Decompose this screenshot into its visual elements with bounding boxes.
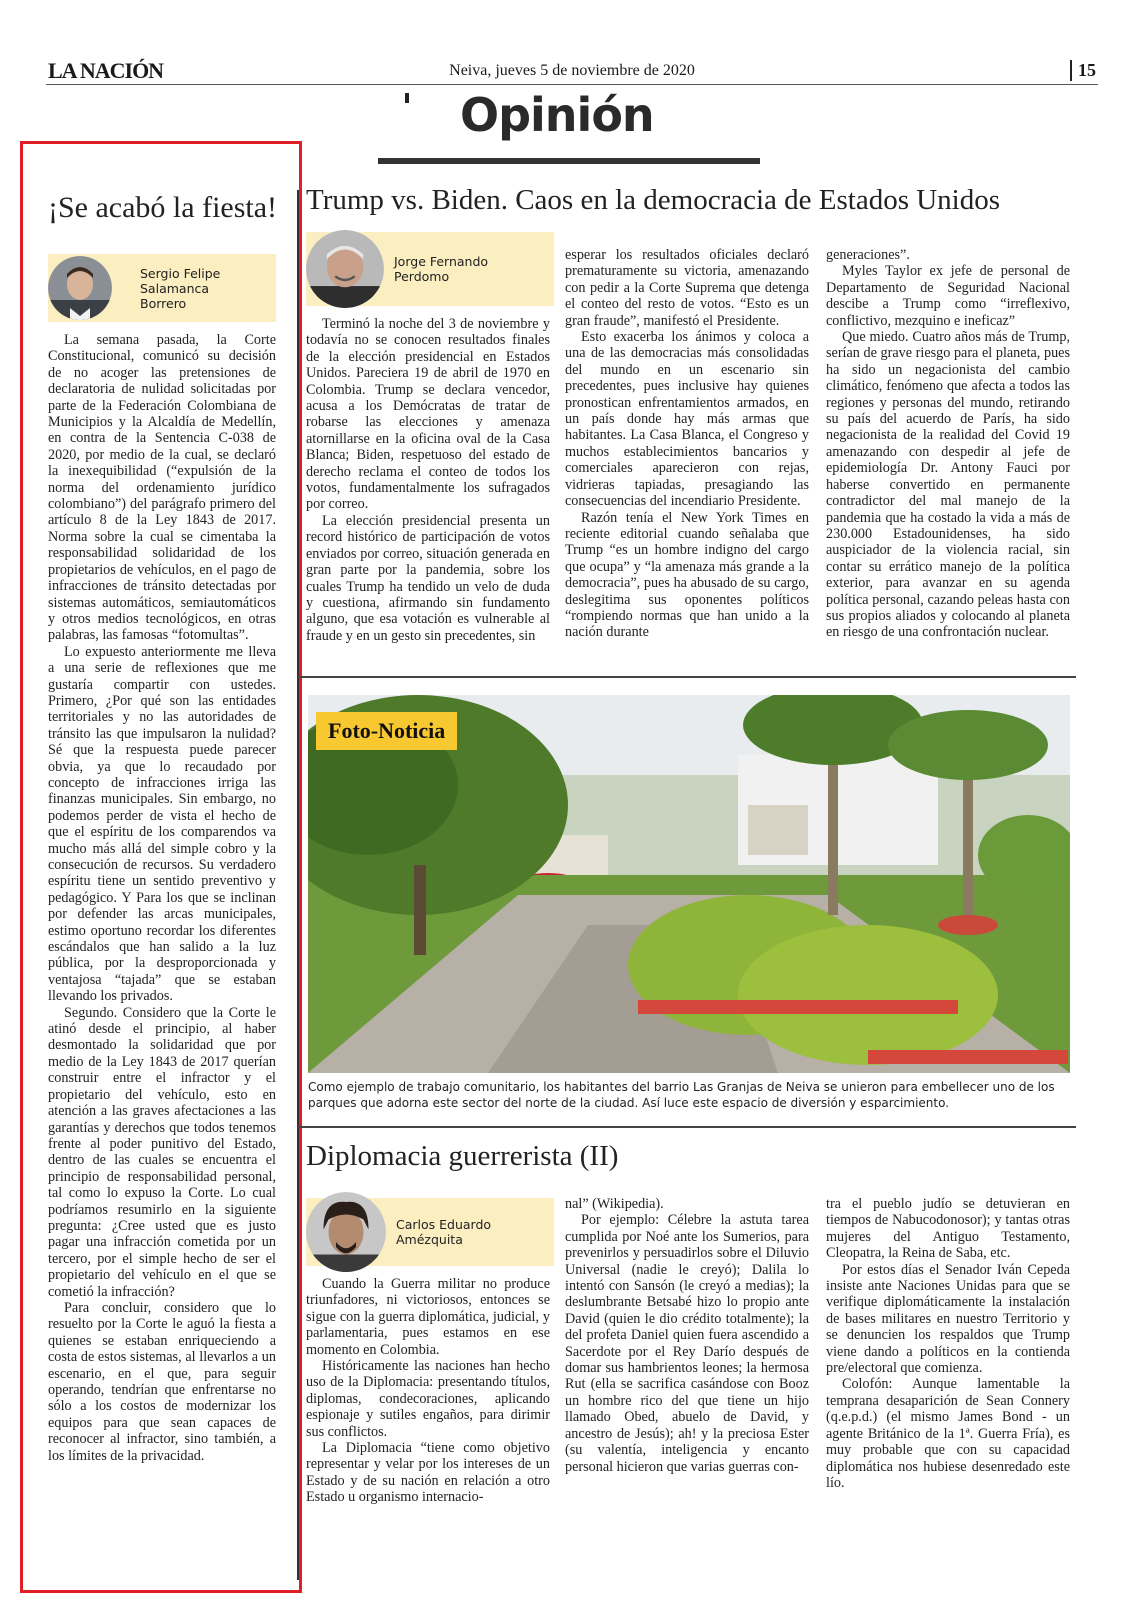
paragraph: Cuando la Guerra militar no produce triunfadores, ni victoriosos, entonces se sigue con la guerra diplomática, judicial, y parlamentaria, pues estamos en ese momento en Colombia.: [306, 1276, 550, 1358]
paragraph: Lo expuesto anteriormente me lleva a una serie de reflexiones que me gustaría compartir con ustedes. Primero, ¿Por qué son las entidades territoriales y no las autoridades de tránsito las que impulsaron la nulidad? Sé que la respuesta puede parecer obvia, ya que lo recaudado por concepto de infracciones irriga las finanzas municipales. Sin embargo, no podemos perder de vista el hecho de que el espíritu de los comparendos va mucho más allá del simple cobro y la consecución de recursos. Su verdadero espíritu tiene un sentido preventivo y pedagógico. Y Para los que se inclinan por defender las arcas municipales, estimo oportuno recordar los diferentes escándalos que han salido a la luz pública, por la desproporcionada y ventajosa “tajada” que se estaban llevando los privados.: [48, 643, 276, 1005]
left-article-body: [48, 332, 276, 1464]
left-article-title: ¡Se acabó la fiesta!: [48, 191, 278, 224]
section-tick-mark: [405, 93, 409, 103]
paragraph: Esto exacerba los ánimos y coloca a una de las democracias más consolidadas del mundo en un escenario sin precedentes, pues inclusive hay quienes pronostican enfrentamientos armados, en un país donde hay más armas que habitantes. La Casa Blanca, el Congreso y muchos establecimientos bancarios y comerciales aparecieron con rejas, vidrieras tapiadas, presagiando las consecuencias del incendiario Presidente.: [565, 329, 809, 510]
paragraph: generaciones”.: [826, 247, 910, 263]
paragraph: nal” (Wikipedia).: [565, 1196, 664, 1212]
paragraph: Para concluir, considero que lo resuelto por la Corte le aguó la fiesta a quienes se estaban enriqueciendo a costa de estos sistemas, al llevarlos a un escenario, en el que, para seguir operando, tendrían que enfrentarse no sólo a los costos de modernizar los equipos para que sean capaces de reconocer al infractor, sino también, a los límites de la privacidad.: [48, 1299, 276, 1464]
diplomacia-col-1: [306, 1276, 550, 1506]
newspaper-logo: LA NACIÓN: [48, 58, 164, 83]
trump-author-box: [306, 232, 554, 306]
diplomacia-col-2: [565, 1196, 809, 1475]
paragraph: Históricamente las naciones han hecho uso de la Diplomacia: presentando títulos, diplomas, condecoraciones, aplicando espionaje y sutiles engaños, para dirimir sus conflictos.: [306, 1358, 550, 1440]
diplomacia-col-3: [826, 1196, 1070, 1491]
paragraph: Myles Taylor ex jefe de personal de Departamento de Seguridad Nacional descibe a Trump como “irreflexivo, conflictivo, mezquino e ineficaz”: [826, 263, 1070, 329]
masthead-rule: [46, 84, 1098, 85]
paragraph: La elección presidencial presenta un record histórico de participación de votos enviados por correo, situación generada en gran parte por la pandemia, sobre los cuales Trump ha tendido un velo de duda y cuestiona, afirmando sin fundamento alguno, que esa votación es vulnerable al fraude y en un gesto sin precedentes, sin: [306, 512, 550, 644]
trump-col-3: [826, 247, 1070, 641]
paragraph: Por estos días el Senador Iván Cepeda insiste ante Naciones Unidas para que se verifique diplomáticamente la instalación de bases militares en nuestro Territorio y se denuncien los respaldos que Trump viene dando a políticos en la contienda pre/electoral que comienza.: [826, 1261, 1070, 1377]
paragraph: La Diplomacia “tiene como objetivo representar y velar por los intereses de un Estado y de su nación en relación a otro Estado u organismo internacio-: [306, 1440, 550, 1506]
author-photo: [306, 230, 384, 308]
park-photo: [308, 695, 1070, 1073]
trump-col-2: [565, 247, 809, 641]
section-underline: [378, 158, 760, 164]
paragraph: Razón tenía el New York Times en reciente editorial cuando señalaba que Trump “es un hombre indigno del cargo que ocupa” y “la amenaza más grande a la democracia”, pues ha abusado de su cargo, deslegitima sus oponentes políticos “rompiendo normas que han unido a la nación durante: [565, 509, 809, 641]
paragraph: esperar los resultados oficiales declaró prematuramente su victoria, amenazando con pedir a la Corte Suprema que detenga el conteo del resto de votos. “Esto es un gran fraude”, manifestó el Presidente.: [565, 247, 809, 329]
author-photo: [48, 256, 112, 320]
trump-author-name: Jorge Fernando Perdomo: [394, 254, 489, 284]
section-divider: [298, 1126, 1076, 1128]
left-author-name: Sergio Felipe Salamanca Borrero: [140, 265, 221, 311]
trump-article-title: Trump vs. Biden. Caos en la democracia de Estados Unidos: [306, 184, 1001, 216]
paragraph: Segundo. Considero que la Corte le atinó desde el principio, al haber desmontado la solidaridad que por medio de la Ley 1843 de 2017 querían construir entre el infractor y el propietario del vehículo, esto en atención a las graves afectaciones a las garantías y derechos que todos tenemos frente al poder punitivo del Estado, dentro de las cuales se encuentra el principio de responsabilidad personal, tal como lo expuso la Corte. Lo cual podríamos resumirlo en la siguiente pregunta: ¿Cree usted que es justo pagar una infracción cometida por un tercero, por el simple hecho de ser el propietario del vehículo en el que se cometió la infracción?: [48, 1004, 276, 1300]
photo-caption: Como ejemplo de trabajo comunitario, los habitantes del barrio Las Granjas de Neiva se unieron para embellecer uno de los parques que adorna este sector del norte de la ciudad. Así luce este espacio de diversión y esparcimiento.: [308, 1080, 1055, 1110]
section-title: Opinión: [460, 88, 654, 142]
paragraph: Por ejemplo: Célebre la astuta tarea cumplida por Noé ante los Sumerios, para prevenirlos y persuadirlos sobre el Diluvio Universal (nadie le creyó); Dalila lo intentó con Sansón (le creyó a medias); la deslumbrante Betsabé hizo lo propio ante David (quien le dio crédito totalmente); la del profeta Daniel quien fuera ascendido a Sacerdote por el Rey Darío después de domar sus hambrientos leones; la hermosa Rut (ella se sacrifica casándose con Booz un hombre rico del que tiene un hijo llamado Obed, abuelo de David, y ancestro de Jesús); ah! y la preciosa Ester (su valentía, inteligencia y encanto personal hicieron que varias guerras con-: [565, 1212, 809, 1475]
diplomacia-article-title: Diplomacia guerrerista (II): [306, 1140, 619, 1172]
paragraph: Colofón: Aunque lamentable la temprana desaparición de Sean Connery (q.e.p.d.) (el mismo James Bond - un agente Británico de la 1ª. Guerra Fría), es muy probable que con su capacidad diplomática nos hubiese desenredado este lío.: [826, 1376, 1070, 1491]
author-photo: [306, 1192, 386, 1272]
trump-col-1: [306, 316, 550, 644]
section-divider: [298, 676, 1076, 678]
paragraph: Terminó la noche del 3 de noviembre y todavía no se conocen resultados finales de la elección presidencial en Estados Unidos. Pareciera 19 de abril de 1970 en Colombia. Trump se declara vencedor, acusa a los Demócratas de tratar de robarse las elecciones y amenaza atornillarse en la oficina oval de la Casa Blanca; Biden, respetuoso del estado de derecho reclama el conteo de todos los votos, fundamentalmente los sufragados por correo.: [306, 316, 550, 513]
page-number: 15: [1070, 60, 1096, 81]
paragraph: tra el pueblo judío se detuvieran en tiempos de Nabucodonosor); y tantas otras mujeres del Antiguo Testamento, Cleopatra, la Reina de Saba, etc.: [826, 1196, 1070, 1262]
diplomacia-author-name: Carlos Eduardo Amézquita: [396, 1217, 492, 1247]
diplomacia-author-box: [306, 1198, 554, 1266]
left-author-box: [48, 254, 276, 322]
issue-date: Neiva, jueves 5 de noviembre de 2020: [449, 62, 695, 79]
column-divider: [297, 190, 299, 1580]
paragraph: Que miedo. Cuatro años más de Trump, serían de grave riesgo para el planeta, pues ha sido un negacionista del cambio climático, fenómeno que afecta a todos las regiones y personas del mundo, retirando su país del acuerdo de París, ha sido negacionista de la realidad del Covid 19 amenazando con despedir al jefe de epidemiología Dr. Antony Fauci por haberse convertido en permanente contradictor del mal manejo de la pandemia que ha costado la vida a más de 230.000 Estadounidenses, ha sido auspiciador de la violencia racial, sin contar su errático manejo de la política exterior, para avanzar en su agenda política personal, cazando peleas hasta con sus propios aliados y colocando al planeta en riesgo de una confrontación nuclear.: [826, 329, 1070, 641]
foto-noticia-label: Foto-Noticia: [316, 712, 457, 750]
paragraph: La semana pasada, la Corte Constitucional, comunicó su decisión de no acoger las pretensiones de declaratoria de nulidad solicitadas por parte de la Federación Colombiana de Municipios y la Alcaldía de Medellín, en contra de la Sentencia C-038 de 2020, por medio de la cual, se declaró la inexequibilidad (“expulsión de la norma del ordenamiento jurídico colombiano”) del parágrafo primero del artículo 8 de la Ley 1843 de 2017. Norma sobre la cual se cimentaba la responsabilidad solidaridad de los propietarios de vehículos, en el pago de infracciones de tránsito detectadas por sistemas automáticos, semiautomáticos y otros medios tecnológicos, en otras palabras, las famosas “fotomultas”.: [48, 332, 276, 644]
